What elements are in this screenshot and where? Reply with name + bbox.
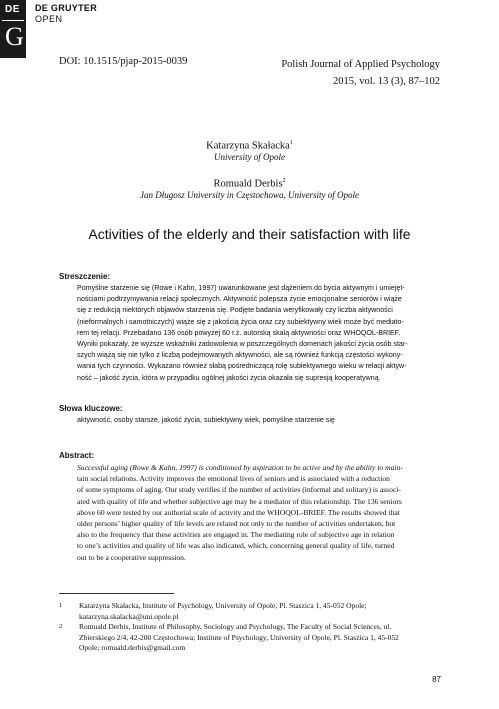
footnote-rule [59,593,174,594]
footnote-number: 2 [59,623,63,630]
author-2 [0,178,499,200]
text-line: (nieformalnych i samotniczych) wiąże się z jakością życia oraz czy subiektywny wiek może być mediato- [77,317,404,326]
text-line: out to be a cooperative suppression. [77,552,186,562]
text-line: of some symptoms of aging. Our study verifies if the number of activities (informal and solitary) is associ- [77,485,401,495]
text-line: ated with quality of life and whether subjective age may be a mediator of this relationship. The 136 seniors [77,496,402,506]
logo-de-text: DE [5,4,20,15]
text-line: rem tej relacji. Przebadano 136 osób powyżej 60 r.ż. autorską skalą aktywności oraz WHOQOL-BRIEF. [77,328,401,337]
text-line: Successful aging (Rowe & Kahn, 1997) is conditioned by aspiration to be active and by the ability to main- [77,463,403,472]
text-line: older persons’ higher quality of life levels are related not only to the number of activities undertaken, but [77,519,396,529]
author-name: Katarzyna Skałacka$^1$ [206,140,293,152]
footnote-2 [59,622,441,654]
text-line: tain social relations. Activity improves the emotional lives of seniors and is associated with a reduction [77,474,390,484]
text-line: szych wiążą się nie tylko z liczbą podejmowanych aktywności, ale są również funkcją częstości wykony- [77,351,403,360]
journal-info [281,56,440,90]
text-line: also to the frequency that these activities are engaged in. The mediating role of subjective age in relation [77,530,395,540]
footnote-text: Romuald Derbis, Institute of Philosophy, Sociology and Psychology, The Faculty of Social Sciences, ul. Zbierskiego 2/4, 42-200 Częstochowa; Institute of Psychology, University of Opole, Pl. Staszica 1, 45-052 Opole; romuald.derbis@gmail.com [79,622,399,652]
logo-g-letter: G [5,22,24,51]
article-title: Activities of the elderly and their satisfaction with life [88,226,411,242]
doi: DOI: 10.1515/pjap-2015-0039 [59,56,188,67]
logo-divider [2,20,24,21]
text-line: wania tych czynności. Wykazano również słabą pośredniczącą rolę subiektywnego wieku w relacji aktyw- [77,362,407,371]
publisher-open: OPEN [35,14,63,24]
author-1 [0,140,499,162]
text-line: nościami podtrzymywania relacji społecznych. Aktywność polepsza życie emocjonalne seniorów i wiąże [77,295,402,304]
streszczenie-heading: Streszczenie: [59,272,111,281]
keywords-body: aktywność, osoby starsze, jakość życia, subiektywny wiek, pomyślne starzenie się [77,416,335,424]
text-line: się z redukcją niektórych objawów starzenia się. Podjęte badania weryfikowały czy liczba aktywności [77,306,393,315]
journal-volume: 2015, vol. 13 (3), 87–102 [332,76,440,87]
footnote-1 [59,601,441,622]
text-line: Wyniki pokazały, że wyższe wskaźniki zadowolenia w poszczególnych domenach jakości życia osób star- [77,340,408,349]
text-line: above 60 were tested by our authorial scale of activity and the WHOQOL-BRIEF. The results showed that [77,507,400,517]
abstract-heading: Abstract: [59,451,95,460]
streszczenie-body [77,283,431,384]
author-affiliation: Jan Długosz University in Częstochowa, University of Opole [140,189,359,200]
footnote-number: 1 [59,602,63,609]
abstract-body [77,462,431,563]
text-line: ność – jakość życia, która w przypadku ogólnej jakości życia okazała się supresją kooperatywną. [77,373,381,382]
keywords-heading: Słowa kluczowe: [59,404,123,413]
text-line: Pomyślne starzenie się (Rowe i Kahn, 1997) uwarunkowane jest dążeniem do bycia aktywnym i umiejęt- [77,284,405,292]
publisher-logo [0,0,26,58]
author-affiliation: University of Opole [214,151,285,162]
text-line: to one’s activities and quality of life was also indicated, which, concerning general quality of life, turned [77,541,395,551]
page-number: 87 [432,675,441,684]
footnote-text: Katarzyna Skałacka, Institute of Psychology, University of Opole, Pl. Staszica 1, 45-052 Opole; katarzyna.skalacka@uni.opole.pl [79,601,367,621]
journal-name: Polish Journal of Applied Psychology [281,59,440,70]
author-name: Romuald Derbis$^2$ [213,178,286,190]
publisher-name: DE GRUYTER [35,3,98,13]
